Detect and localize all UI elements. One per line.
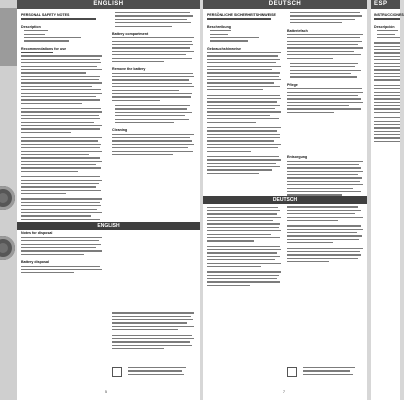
language-header: DEUTSCH bbox=[203, 0, 367, 9]
section-heading: Beschreibung bbox=[207, 24, 231, 29]
page-number: 7 bbox=[283, 390, 285, 394]
section-heading: PERSÖNLICHE SICHERHEITSHINWEISE bbox=[207, 13, 276, 17]
section-divider: DEUTSCH bbox=[203, 196, 367, 204]
text-column-left bbox=[374, 12, 404, 384]
manual-page-spanish bbox=[371, 0, 404, 400]
disposal-notice bbox=[287, 367, 363, 385]
recycle-icon bbox=[287, 367, 297, 377]
disposal-notice bbox=[112, 367, 194, 385]
manual-page-english bbox=[17, 0, 200, 400]
section-heading: Notes for disposal bbox=[21, 231, 53, 236]
scan-edge bbox=[0, 0, 17, 400]
language-header: ENGLISH bbox=[17, 0, 200, 9]
section-heading: PERSONAL SAFETY NOTES bbox=[21, 13, 70, 17]
dial-knob-icon bbox=[0, 186, 15, 210]
dial-knob-icon bbox=[0, 236, 15, 260]
cover-flap bbox=[0, 8, 17, 66]
text-column-right bbox=[112, 12, 194, 384]
section-heading: Cleaning bbox=[112, 128, 128, 133]
section-divider: ENGLISH bbox=[17, 222, 200, 230]
text-column-left bbox=[21, 12, 102, 384]
recycle-icon bbox=[112, 367, 122, 377]
language-header: ESP bbox=[371, 0, 400, 9]
section-heading: Entsorgung bbox=[287, 155, 308, 160]
section-heading: Pflege bbox=[287, 82, 298, 87]
section-heading: Gebrauchshinweise bbox=[207, 46, 241, 51]
section-heading: Battery compartment bbox=[112, 31, 149, 36]
section-heading: Remove the battery bbox=[112, 67, 146, 72]
section-heading: Battery disposal bbox=[21, 260, 49, 265]
page-number: 5 bbox=[105, 390, 107, 394]
section-heading: Batteriefach bbox=[287, 28, 308, 33]
section-heading: INSTRUCCIONES bbox=[374, 13, 404, 17]
section-heading: Recommendations for use bbox=[21, 46, 67, 51]
section-heading: Descripción bbox=[374, 24, 395, 29]
manual-page-german bbox=[203, 0, 367, 400]
section-heading: Description bbox=[21, 24, 41, 29]
